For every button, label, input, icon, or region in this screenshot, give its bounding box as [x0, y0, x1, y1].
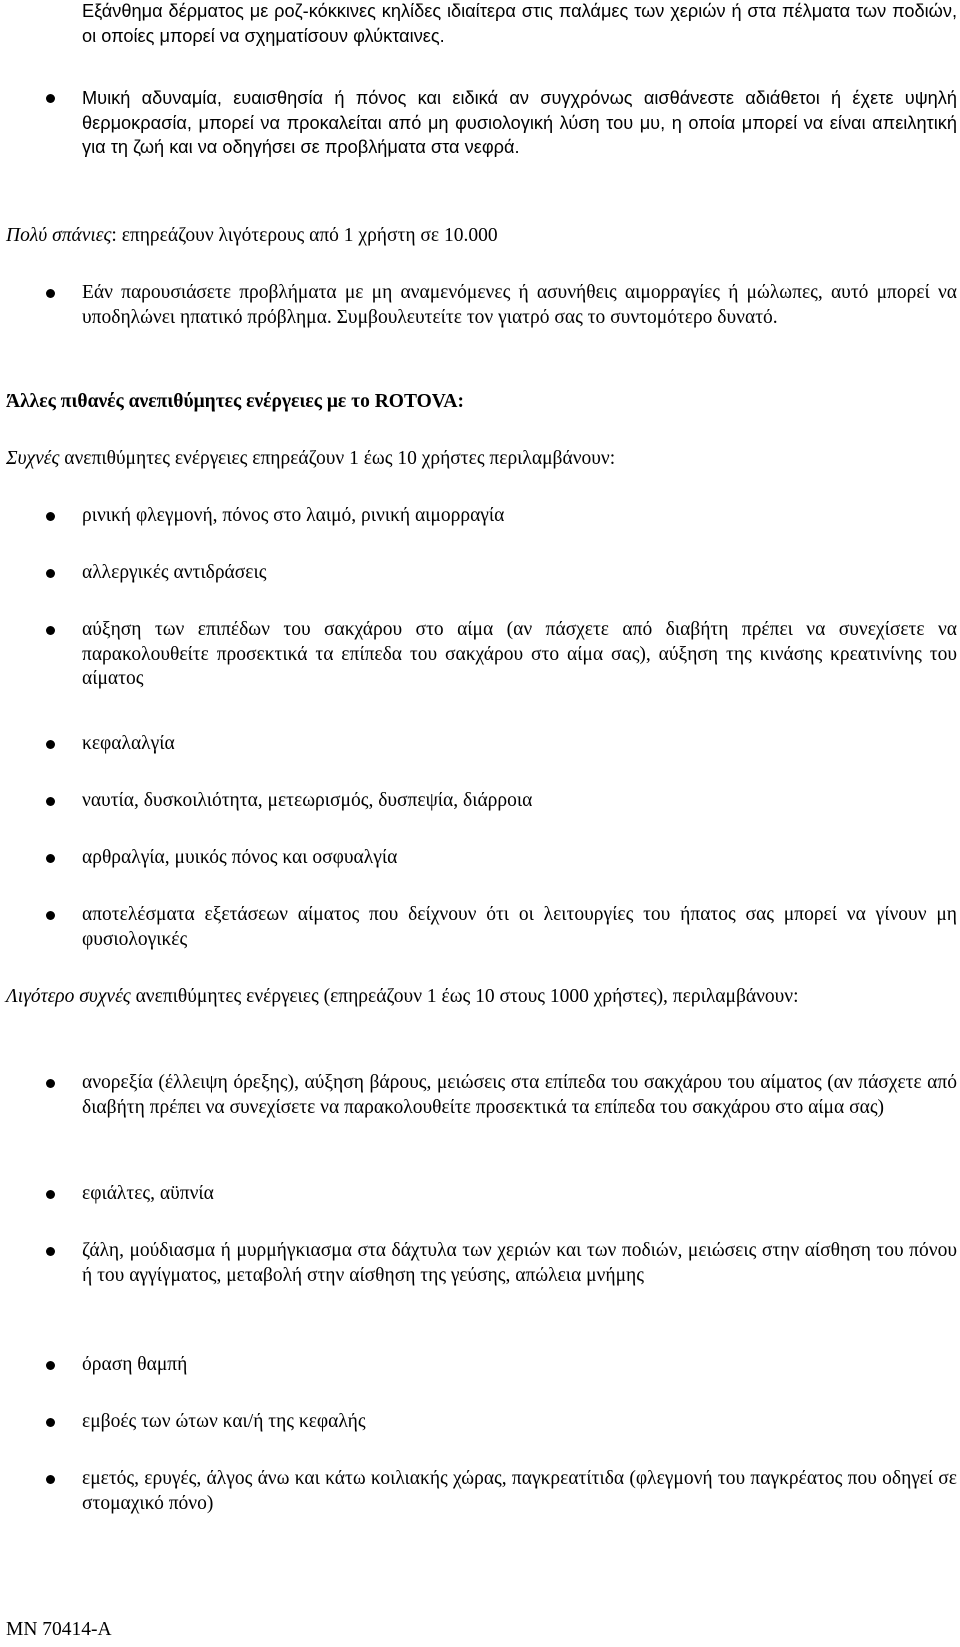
list-item-text: εμβοές των ώτων και/ή της κεφαλής — [82, 1411, 366, 1432]
bullet-icon — [46, 94, 55, 103]
top-continuation-text: Εξάνθημα δέρματος με ροζ-κόκκινες κηλίδες ιδιαίτερα στις παλάμες των χεριών ή στα πέλματα των ποδιών, οι οποίες μπορεί να σχηματίσουν φλύκταινες. — [82, 1, 957, 46]
list-item-text: όραση θαμπή — [82, 1354, 188, 1375]
frequency-uncommon — [6, 985, 956, 1010]
frequency-label: Συχνές — [6, 448, 60, 469]
list-item-text: αλλεργικές αντιδράσεις — [82, 562, 267, 583]
frequency-very-rare — [6, 224, 956, 249]
bullet-icon — [46, 854, 55, 863]
bullet-icon — [46, 1475, 55, 1484]
bullet-icon — [46, 1190, 55, 1199]
bullet-icon — [46, 1247, 55, 1256]
frequency-label: Πολύ σπάνιες — [6, 225, 112, 246]
frequency-description: : επηρεάζουν λιγότερους από 1 χρήστη σε 10.000 — [111, 225, 498, 246]
bullet-icon — [46, 626, 55, 635]
list-item-text: αρθραλγία, μυικός πόνος και οσφυαλγία — [82, 847, 398, 868]
bullet-icon — [46, 911, 55, 920]
bullet-icon — [46, 1361, 55, 1370]
list-item-text: εφιάλτες, αϋπνία — [82, 1183, 214, 1204]
bullet-icon — [46, 1079, 55, 1088]
bullet-icon — [46, 797, 55, 806]
frequency-description: ανεπιθύμητες ενέργειες (επηρεάζουν 1 έως 10 στους 1000 χρήστες), περιλαμβάνουν: — [130, 986, 799, 1007]
bullet-icon — [46, 569, 55, 578]
document-code: MN 70414-A — [6, 1619, 112, 1640]
list-item-text: ρινική φλεγμονή, πόνος στο λαιμό, ρινική αιμορραγία — [82, 505, 505, 526]
frequency-label: Λιγότερο συχνές — [6, 986, 131, 1007]
list-item-text: ανορεξία (έλλειψη όρεξης), αύξηση βάρους, μειώσεις στα επίπεδα του σακχάρου του αίματος (αν πάσχετε από διαβήτη πρέπει να συνεχίσετε να παρακολουθείτε προσεκτικά τα επίπεδα του σακχάρου στο αίμα σας) — [82, 1072, 957, 1118]
list-item-text: αποτελέσματα εξετάσεων αίματος που δείχνουν ότι οι λειτουργίες του ήπατος σας μπορεί να γίνουν μη φυσιολογικές — [82, 904, 957, 950]
list-item-text: αύξηση των επιπέδων του σακχάρου στο αίμα (αν πάσχετε από διαβήτη πρέπει να συνεχίσετε να παρακολουθείτε προσεκτικά τα επίπεδα του σακχάρου στο αίμα σας), αύξηση της κινάσης κρεατινίνης του αίματος — [82, 619, 957, 689]
bullet-icon — [46, 1418, 55, 1427]
bullet-icon — [46, 740, 55, 749]
section-heading: Άλλες πιθανές ανεπιθύμητες ενέργειες με το ROTOVA: — [6, 391, 464, 412]
list-item-text: ζάλη, μούδιασμα ή μυρμήγκιασμα στα δάχτυλα των χεριών και των ποδιών, μειώσεις στην αίσθηση του πόνου ή του αγγίγματος, μεταβολή στην αίσθηση της γεύσης, απώλεια μνήμης — [82, 1240, 957, 1286]
frequency-common — [6, 447, 956, 472]
bullet-icon — [46, 289, 55, 298]
list-item-text: Μυική αδυναμία, ευαισθησία ή πόνος και ειδικά αν συγχρόνως αισθάνεστε αδιάθετοι ή έχετε υψηλή θερμοκρασία, μπορεί να προκαλείται από μη φυσιολογική λύση του μυ, η οποία μπορεί να είναι απειλητική για τη ζωή και να οδηγήσει σε προβλήματα στα νεφρά. — [82, 88, 957, 157]
list-item-text: κεφαλαλγία — [82, 733, 175, 754]
bullet-icon — [46, 512, 55, 521]
list-item-text: Εάν παρουσιάσετε προβλήματα με μη αναμενόμενες ή ασυνήθεις αιμορραγίες ή μώλωπες, αυτό μπορεί να υποδηλώνει ηπατικό πρόβλημα. Συμβουλευτείτε τον γιατρό σας το συντομότερο δυνατό. — [82, 282, 957, 328]
frequency-description: ανεπιθύμητες ενέργειες επηρεάζουν 1 έως 10 χρήστες περιλαμβάνουν: — [59, 448, 616, 469]
list-item-text: ναυτία, δυσκοιλιότητα, μετεωρισμός, δυσπεψία, διάρροια — [82, 790, 533, 811]
list-item-text: εμετός, ερυγές, άλγος άνω και κάτω κοιλιακής χώρας, παγκρεατίτιδα (φλεγμονή του παγκρέατος που οδηγεί σε στομαχικό πόνο) — [82, 1468, 957, 1514]
